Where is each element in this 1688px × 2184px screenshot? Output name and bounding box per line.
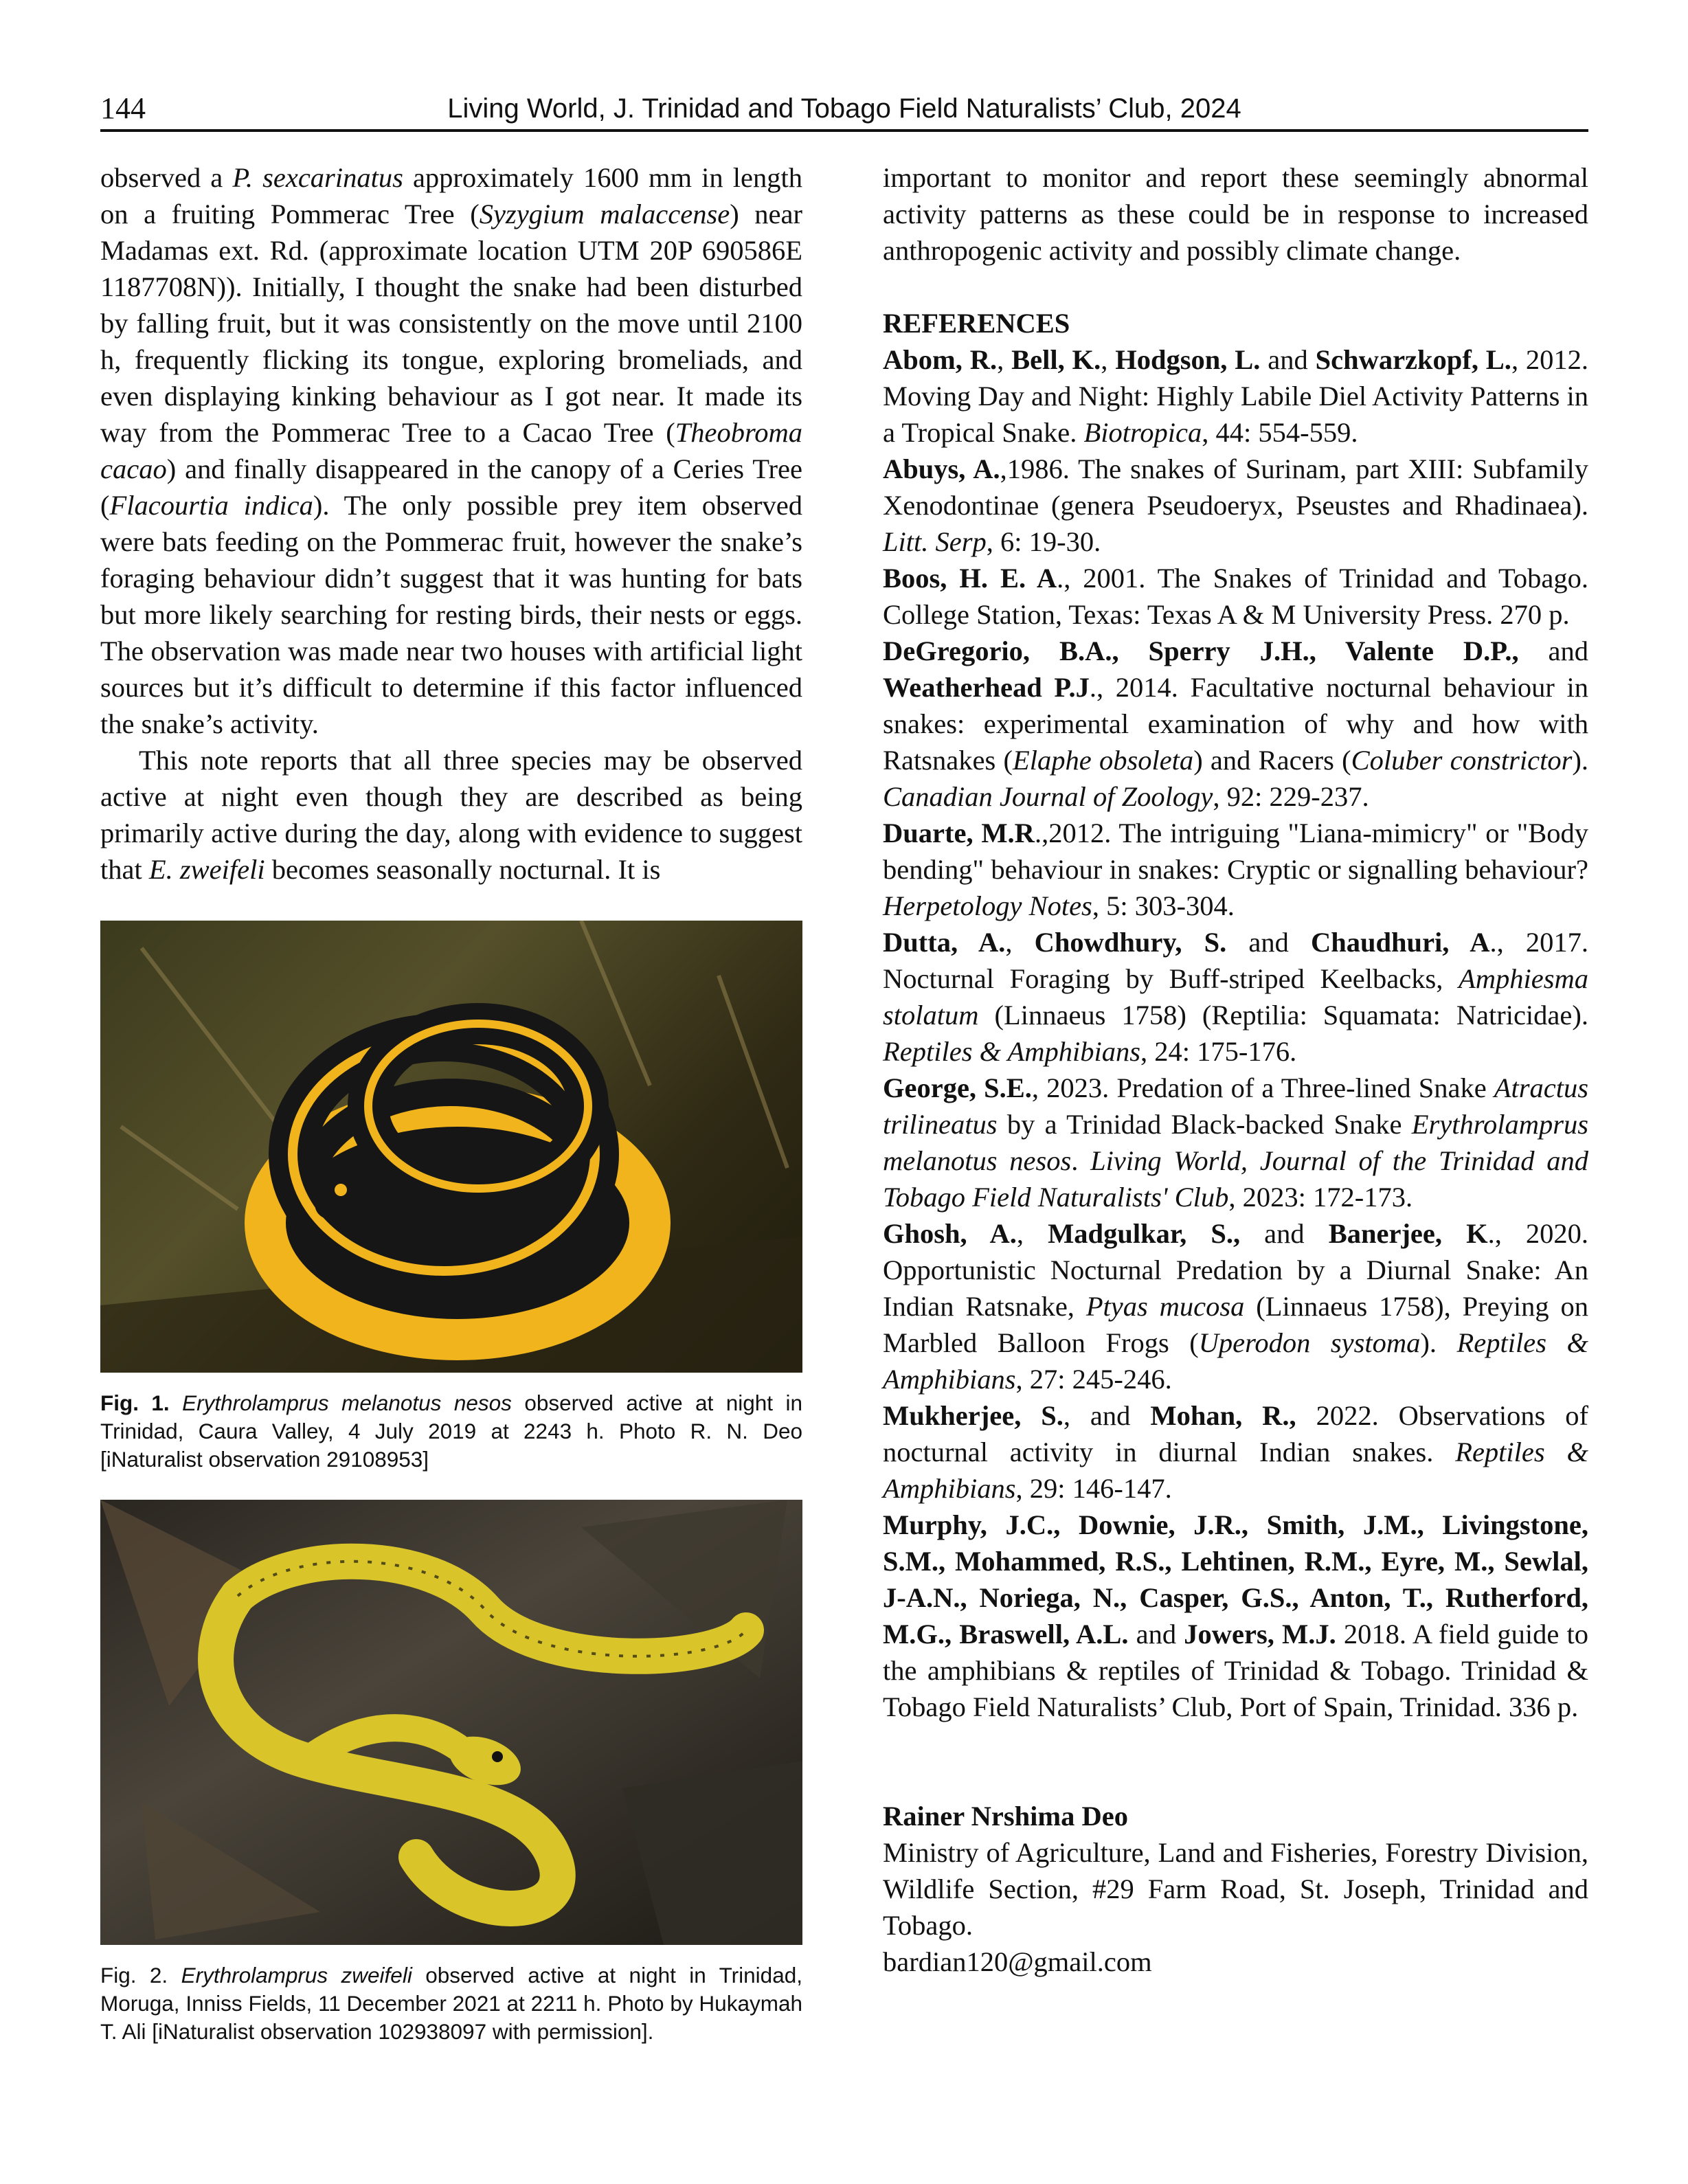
text-run: , 27: 245-246. [1015, 1364, 1172, 1395]
snake-photo-2 [100, 1500, 802, 1945]
reference-item [883, 924, 1588, 1070]
text-run: ) and Racers ( [1193, 745, 1351, 776]
author: Bell, K. [1011, 344, 1101, 375]
species-name: Flacourtia indica [109, 490, 313, 521]
journal-name: Biotropica [1083, 417, 1202, 448]
author: Chaudhuri, A [1310, 927, 1490, 958]
text-run: .,2012. The intriguing "Liana-mimicry" or "Body bending" behaviour in snakes: Cryptic or signalling behaviour? [883, 818, 1588, 885]
reference-item [883, 815, 1588, 924]
author: Chowdhury, S. [1034, 927, 1227, 958]
author: Duarte, M.R [883, 818, 1035, 848]
text-run: , 2023. Predation of a Three-lined Snake [1031, 1072, 1494, 1103]
reference-item [883, 633, 1588, 815]
text-run: , 2023: 172-173. [1228, 1182, 1413, 1213]
journal-title: Living World, J. Trinidad and Tobago Field Naturalists’ Club, 2024 [447, 93, 1241, 124]
species-name: Erythrolamprus melanotus nesos [883, 1109, 1588, 1176]
header-rule [100, 129, 1588, 132]
journal-name: Canadian Journal of Zoology [883, 781, 1213, 812]
reference-item [883, 1070, 1588, 1215]
text-run: ,1986. The snakes of Surinam, part XIII: Subfamily Xenodontinae (genera Pseudoeryx, Pseustes and Rhadinaea). [883, 453, 1588, 521]
journal-name: Litt. Serp [883, 526, 987, 557]
author-name: Rainer Nrshima Deo [883, 1801, 1128, 1832]
text-run: 2022. Observations of nocturnal activity in diurnal Indian snakes. [883, 1400, 1589, 1467]
text-run: ). [1572, 745, 1588, 776]
author: Jowers, M.J. [1184, 1619, 1336, 1650]
text-run: observed a [100, 162, 233, 193]
spacer [883, 1725, 1588, 1761]
left-column [100, 159, 802, 888]
species-name: Erythrolamprus zweifeli [181, 1963, 412, 1988]
species-name: Coluber constrictor [1351, 745, 1573, 776]
text-run: , 44: 554-559. [1202, 417, 1358, 448]
figure-2-photo [100, 1500, 802, 1945]
right-column [883, 159, 1588, 1980]
text-run: , and [1063, 1400, 1151, 1431]
species-name: P. sexcarinatus [232, 162, 403, 193]
text-run: ) near Madamas ext. Rd. (approximate location UTM 20P 690586E 1187708N)). Initially, I thought the snake had been disturbed by falling fruit, but it was consistently on the move until 2100 h, frequently flicking its tongue, exploring bromeliads, and even displaying kinking behaviour as I got near. It made its way from the Pommerac Tree to a Cacao Tree ( [100, 199, 802, 448]
text-run: , [997, 344, 1012, 375]
author: Banerjee, K [1328, 1218, 1488, 1249]
reference-item [883, 1507, 1588, 1725]
reference-item [883, 560, 1588, 633]
figure-2-caption [100, 1961, 802, 2046]
author: Weatherhead P.J [883, 672, 1090, 703]
text-run: and [1226, 927, 1311, 958]
figure-1-caption [100, 1389, 802, 1474]
text-run: ., 2001. The Snakes of Trinidad and Tobago. College Station, Texas: Texas A & M University Press. 270 p. [883, 563, 1589, 630]
text-run: (Linnaeus 1758) (Reptilia: Squamata: Natricidae). [978, 1000, 1588, 1031]
author: Boos, H. E. A [883, 563, 1057, 594]
author: Mukherjee, S. [883, 1400, 1064, 1431]
reference-item [883, 451, 1588, 560]
text-run: , 2012. Moving Day and Night: Highly Labile Diel Activity Patterns in a Tropical Snake. [883, 344, 1589, 448]
spacer [883, 269, 1588, 305]
journal-name: Reptiles & Amphibians [883, 1437, 1588, 1504]
text-run: This note reports that all three species may be observed active at night even though they are described as being primarily active during the day, along with evidence to suggest that [100, 745, 802, 885]
species-name: Syzygium malaccense [479, 199, 730, 229]
text-run: , 29: 146-147. [1015, 1473, 1172, 1504]
author: Madgulkar, S., [1048, 1218, 1241, 1249]
species-name: Amphiesma stolatum [883, 963, 1588, 1031]
text-run: becomes seasonally nocturnal. It is [265, 854, 661, 885]
text-run: ) and finally disappeared in the canopy of a Ceries Tree ( [100, 453, 802, 521]
text-run: , 5: 303-304. [1092, 890, 1235, 921]
author: George, S.E. [883, 1072, 1032, 1103]
species-name: Erythrolamprus melanotus nesos [182, 1391, 512, 1415]
species-name: Atractus trilineatus [883, 1072, 1588, 1140]
text-run: ., 2020. Opportunistic Nocturnal Predation by a Diurnal Snake: An Indian Ratsnake, [883, 1218, 1589, 1322]
caption-text: observed active at night in Trinidad, Moruga, Inniss Fields, 11 December 2021 at 2211 h. Photo by Hukaymah T. Ali [iNaturalist observation 102938097 with permission]. [100, 1963, 802, 2044]
author: Murphy, J.C., Downie, J.R., Smith, J.M., Livingstone, S.M., Mohammed, R.S., Lehtinen, R.M., Eyre, M., Sewlal, J-A.N., Noriega, N., Casper, G.S., Anton, T., Rutherford, M.G., Braswell, A.L. [883, 1509, 1588, 1650]
text-run: (Linnaeus 1758), Preying on Marbled Balloon Frogs ( [883, 1291, 1588, 1358]
reference-item [883, 1215, 1588, 1397]
author: Ghosh, A. [883, 1218, 1017, 1249]
body-paragraph-continuation: important to monitor and report these seemingly abnormal activity patterns as these could be in response to increased anthropogenic activity and possibly climate change. [883, 162, 1588, 266]
body-paragraph-2 [100, 742, 802, 888]
species-name: E. zweifeli [148, 854, 265, 885]
text-run: by a Trinidad Black-backed Snake [997, 1109, 1412, 1140]
author: Mohan, R., [1150, 1400, 1296, 1431]
body-paragraph-1 [100, 159, 802, 742]
species-name: Ptyas mucosa [1085, 1291, 1245, 1322]
species-name: Elaphe obsoleta [1012, 745, 1194, 776]
species-name: Uperodon systoma [1198, 1327, 1421, 1358]
text-run: ., 2014. Facultative nocturnal behaviour in snakes: experimental examination of why and how with Ratsnakes ( [883, 672, 1589, 776]
author: Hodgson, L. [1115, 344, 1261, 375]
author: DeGregorio, B.A., Sperry J.H., Valente D.P., [883, 635, 1519, 666]
text-run: . [1071, 1145, 1091, 1176]
text-run: ., 2017. Nocturnal Foraging by Buff-striped Keelbacks, [883, 927, 1588, 994]
text-run: and [1240, 1218, 1329, 1249]
author: Schwarzkopf, L. [1315, 344, 1511, 375]
species-name: Theobroma cacao [100, 417, 802, 484]
author-affiliation: Ministry of Agriculture, Land and Fisheries, Forestry Division, Wildlife Section, #29 Farm Road, St. Joseph, Trinidad and Tobago. [883, 1837, 1588, 1941]
figure-label: Fig. 2. [100, 1963, 181, 1988]
caption-text: observed active at night in Trinidad, Caura Valley, 4 July 2019 at 2243 h. Photo R. N. Deo [iNaturalist observation 29108953] [100, 1391, 802, 1472]
text-run: , 6: 19-30. [986, 526, 1101, 557]
author: Dutta, A. [883, 927, 1006, 958]
references-heading: REFERENCES [883, 308, 1070, 339]
text-run: , [1016, 1218, 1048, 1249]
text-run: 2018. A field guide to the amphibians & reptiles of Trinidad & Tobago. Trinidad & Tobago Field Naturalists’ Club, Port of Spain, Trinidad. 336 p. [883, 1619, 1588, 1722]
page-number: 144 [100, 91, 146, 125]
text-run: ). The only possible prey item observed were bats feeding on the Pommerac fruit, however the snake’s foraging behaviour didn’t suggest that it was hunting for bats but more likely searching for resting birds, their nests or eggs. The observation was made near two houses with artificial light sources but it’s difficult to determine if this factor influenced the snake’s activity. [100, 490, 803, 739]
journal-name: Living World, Journal of the Trinidad and Tobago Field Naturalists' Club [883, 1145, 1588, 1213]
running-header [100, 89, 1588, 128]
text-run: , 24: 175-176. [1140, 1036, 1297, 1067]
journal-name: Reptiles & Amphibians [883, 1036, 1140, 1067]
text-run: and [1518, 635, 1588, 666]
figure-1-photo [100, 921, 802, 1373]
journal-name: Herpetology Notes [883, 890, 1092, 921]
author-email: bardian120@gmail.com [883, 1946, 1152, 1977]
text-run: ). [1420, 1327, 1457, 1358]
figure-label: Fig. 1. [100, 1391, 170, 1415]
text-run: and [1128, 1619, 1184, 1650]
text-run: and [1260, 344, 1316, 375]
reference-item [883, 341, 1588, 451]
journal-name: Reptiles & Amphibians [883, 1327, 1588, 1395]
spacer [883, 1761, 1588, 1798]
author: Abom, R. [883, 344, 998, 375]
text-run: , [1101, 344, 1116, 375]
text-run: , 92: 229-237. [1213, 781, 1369, 812]
text-run: , [1005, 927, 1035, 958]
snake-photo-1 [100, 921, 802, 1373]
text-run: approximately 1600 mm in length on a fruiting Pommerac Tree ( [100, 162, 802, 229]
author: Abuys, A. [883, 453, 1000, 484]
reference-item [883, 1397, 1588, 1507]
